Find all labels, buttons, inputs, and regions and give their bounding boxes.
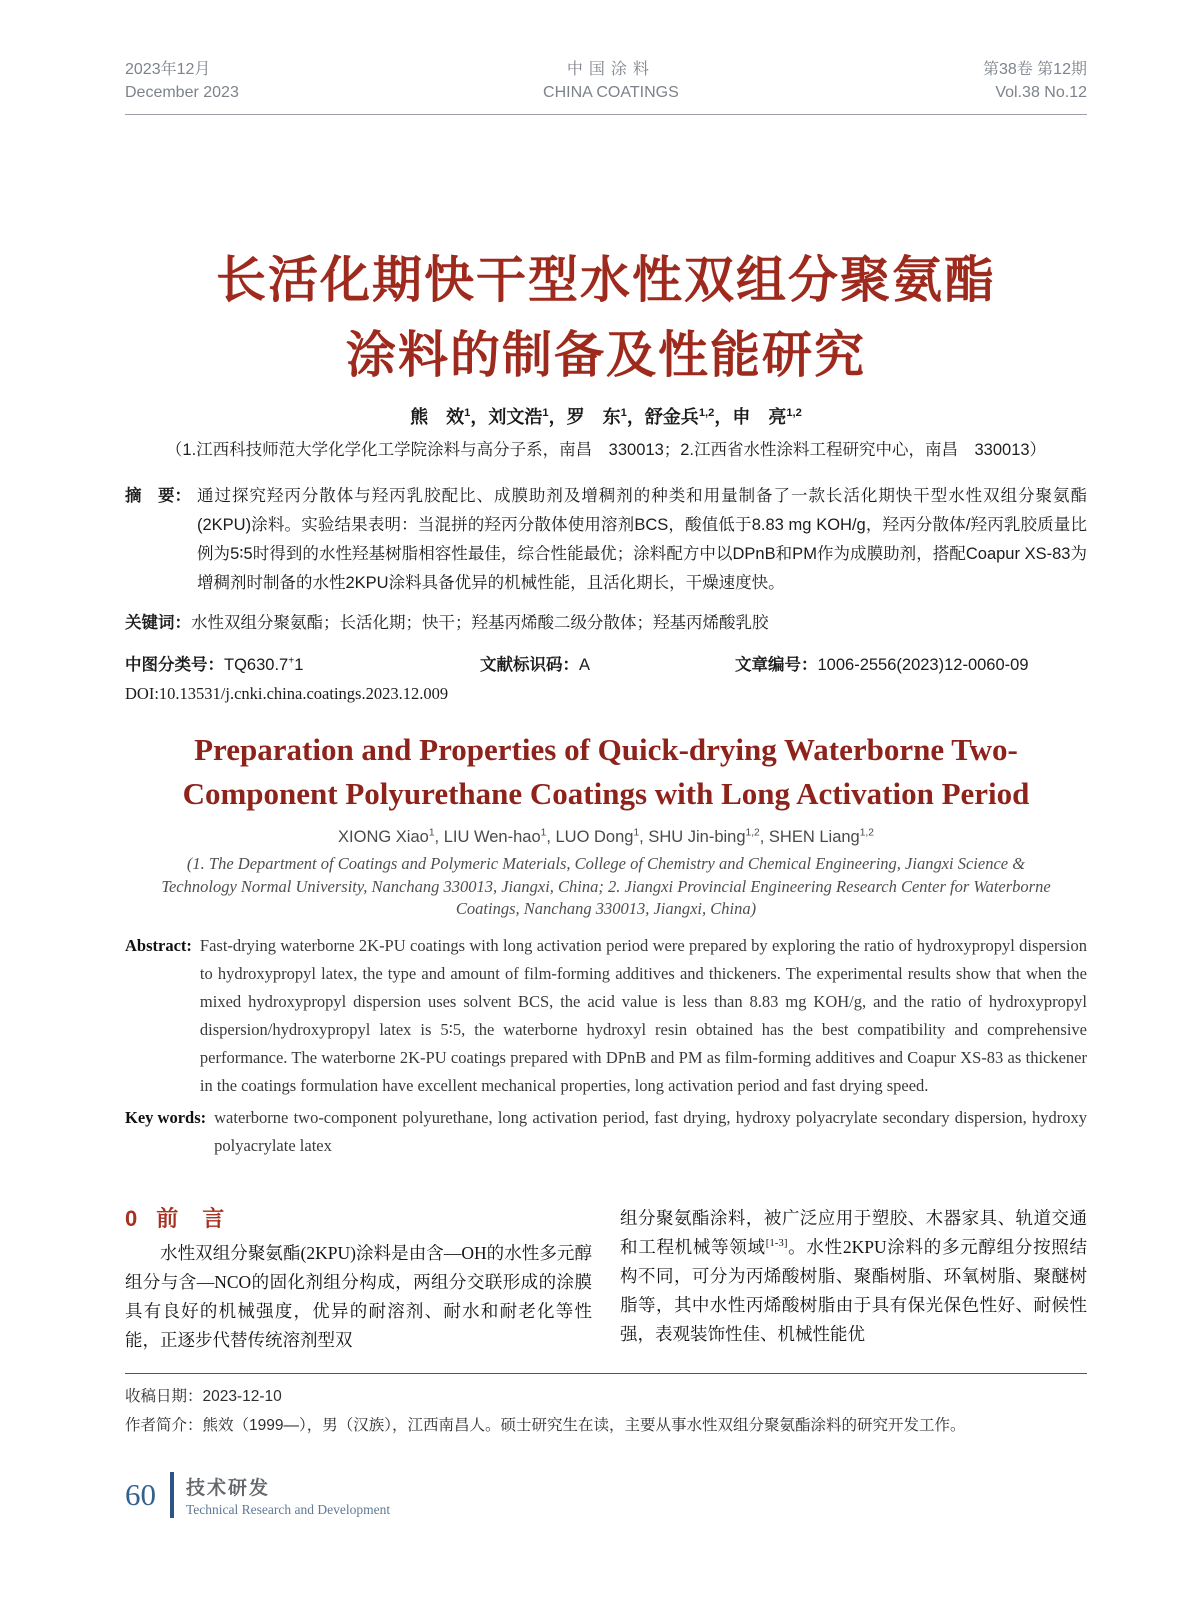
- received-date: [125, 1382, 1087, 1411]
- keywords-en: [125, 1104, 1087, 1160]
- keywords-zh-label: 关键词：: [125, 614, 191, 633]
- article-title-zh-line2: 涂料的制备及性能研究: [346, 327, 866, 384]
- author-en: SHU Jin-bing$^{1,2}$,: [648, 827, 769, 847]
- author-en: XIONG Xiao$^1$,: [338, 827, 444, 847]
- keywords-en-text: waterborne two-component polyurethane, long activation period, fast drying, hydroxy polyacrylate secondary dispersion, hydroxy polyacrylate latex: [214, 1108, 1087, 1156]
- author-affil-sup: 1,2: [698, 407, 715, 420]
- authors-zh: [125, 403, 1087, 429]
- header-date-en: December 2023: [125, 84, 239, 102]
- body-columns: [125, 1204, 1087, 1355]
- footer-column-zh: 技术研发: [186, 1477, 271, 1499]
- author-zh: 申 亮$^{1,2}$: [732, 407, 802, 428]
- footer-column-en: Technical Research and Development: [186, 1501, 391, 1517]
- affiliation-zh: （1.江西科技师范大学化学化工学院涂料与高分子系，南昌 330013；2.江西省水性涂料工程研究中心，南昌 330013）: [165, 441, 1047, 460]
- author-bio-value: 熊效（1999—），男（汉族），江西南昌人。硕士研究生在读，主要从事水性双组分聚氨酯涂料的研究开发工作。: [202, 1417, 966, 1435]
- body-left-paragraph: 水性双组分聚氨酯(2KPU)涂料是由含—OH的水性多元醇组分与含—NCO的固化剂组分构成，两组分交联形成的涂膜具有良好的机械强度，优异的耐溶剂、耐水和耐老化等性能，正逐步代替传统溶剂型双: [125, 1243, 592, 1351]
- abstract-zh: [125, 482, 1087, 598]
- header-volume-issue: [983, 58, 1087, 104]
- author-affil-sup: 1: [540, 827, 547, 839]
- article-title-zh: [125, 243, 1087, 393]
- footer-divider-bar: [170, 1472, 174, 1518]
- article-title-en: Preparation and Properties of Quick-drying Waterborne Two-Component Polyurethane Coatings with Long Activation Period: [182, 732, 1030, 812]
- header-date-zh: 2023年12月: [125, 61, 211, 78]
- doi: DOI:10.13531/j.cnki.china.coatings.2023.12.009: [125, 684, 449, 704]
- author-affil-sup: 1: [633, 827, 640, 839]
- author-affil-sup: 1: [428, 827, 435, 839]
- section-title: 前 言: [156, 1206, 226, 1232]
- author-affil-sup: 1,2: [745, 827, 760, 839]
- footnote-block: [125, 1373, 1087, 1440]
- header-journal-name: [543, 58, 679, 104]
- body-right-column: [620, 1204, 1087, 1355]
- author-en: LIU Wen-hao$^1$,: [443, 827, 556, 847]
- journal-header: [125, 58, 1087, 115]
- article-title-zh-line1: 长活化期快干型水性双组分聚氨酯: [216, 252, 996, 309]
- header-issue-en: Vol.38 No.12: [995, 84, 1087, 102]
- header-journal-name-en: CHINA COATINGS: [543, 84, 679, 102]
- abstract-en-label: Abstract:: [125, 936, 192, 956]
- footer-column-name: [186, 1473, 390, 1518]
- author-zh: 舒金兵$^{1,2}$，: [644, 407, 733, 428]
- section-heading-0: [125, 1204, 592, 1233]
- body-left-column: [125, 1204, 592, 1355]
- abstract-zh-text: 通过探究羟丙分散体与羟丙乳胶配比、成膜助剂及增稠剂的种类和用量制备了一款长活化期快干型水性双组分聚氨酯(2KPU)涂料。实验结果表明：当混拼的羟丙分散体使用溶剂BCS，酸值低于8.83 mg KOH/g，羟丙分散体/羟丙乳胶质量比例为5∶5时得到的水性羟基树脂相容性最佳，综合性能最优；涂料配方中以DPnB和PM作为成膜助剂，搭配Coapur XS-83为增稠剂时制备的水性2KPU涂料具备优异的机械性能，且活化期长，干燥速度快。: [197, 487, 1087, 593]
- author-affil-sup: 1: [620, 407, 627, 420]
- keywords-zh: [125, 610, 1087, 637]
- header-journal-name-zh: 中国涂料: [566, 61, 655, 78]
- clc-number: 中图分类号：TQ630.7+1: [125, 655, 304, 675]
- author-zh: 罗 东$^1$，: [566, 407, 645, 428]
- header-issue-zh: 第38卷 第12期: [982, 61, 1087, 78]
- body-right-paragraph: 组分聚氨酯涂料，被广泛应用于塑胶、木器家具、轨道交通和工程机械等领域[1-3]。水性2KPU涂料的多元醇组分按照结构不同，可分为丙烯酸树脂、聚酯树脂、环氧树脂、聚醚树脂等，其中水性丙烯酸树脂由于具有保光保色性好、耐候性强，表观装饰性佳、机械性能优: [620, 1208, 1088, 1345]
- article-id: 文章编号：1006-2556(2023)12-0060-09: [735, 656, 1029, 675]
- keywords-en-label: Key words:: [125, 1108, 207, 1128]
- author-zh: 刘文浩$^1$，: [488, 407, 567, 428]
- document-code: 文献标识码：A: [480, 656, 591, 675]
- authors-en: [125, 828, 1087, 847]
- header-issue-date: [125, 58, 239, 104]
- author-zh: 熊 效$^1$，: [410, 407, 489, 428]
- author-affil-sup: 1,2: [786, 407, 802, 420]
- author-bio-label: 作者简介：: [125, 1417, 203, 1435]
- author-bio: [125, 1411, 1087, 1440]
- page-footer: [125, 1472, 1087, 1518]
- affiliation-en: (1. The Department of Coatings and Polymeric Materials, College of Chemistry and Chemical Engineering, Jiangxi Science & Technology Normal University, Nanchang 330013, Jiangxi, China; 2. Jiangxi Provincial Engineering Research Center for Waterborne Coatings, Nanchang 330013, Jiangxi, China): [161, 854, 1051, 918]
- section-number: 0: [125, 1206, 139, 1232]
- abstract-en-text: Fast-drying waterborne 2K-PU coatings with long activation period were prepared by exploring the ratio of hydroxypropyl dispersion to hydroxypropyl latex, the type and amount of film-forming additives and thickeners. The experimental results show that when the mixed hydroxypropyl dispersion uses solvent BCS, the acid value is less than 8.83 mg KOH/g, and the ratio of hydroxypropyl dispersion/hydroxypropyl latex is 5∶5, the waterborne hydroxyl resin obtained has the best compatibility and comprehensive performance. The waterborne 2K-PU coatings prepared with DPnB and PM as film-forming additives and Coapur XS-83 as thickener in the coatings formulation have excellent mechanical properties, long activation period and fast drying speed.: [199, 936, 1087, 1096]
- author-affil-sup: 1: [464, 407, 471, 420]
- citation-ref: [1-3]: [765, 1237, 788, 1250]
- article-meta-row: [125, 651, 1087, 675]
- received-date-label: 收稿日期：: [125, 1388, 203, 1406]
- author-affil-sup: 1,2: [859, 827, 874, 839]
- author-affil-sup: 1: [542, 407, 549, 420]
- author-en: LUO Dong$^1$,: [555, 827, 649, 847]
- author-en: SHEN Liang$^{1,2}$: [768, 827, 874, 847]
- keywords-zh-text: 水性双组分聚氨酯；长活化期；快干；羟基丙烯酸二级分散体；羟基丙烯酸乳胶: [191, 614, 769, 633]
- abstract-zh-label: 摘 要：: [125, 487, 191, 506]
- received-date-value: 2023-12-10: [202, 1388, 282, 1406]
- abstract-en: [125, 932, 1087, 1100]
- page-number: 60: [125, 1477, 156, 1513]
